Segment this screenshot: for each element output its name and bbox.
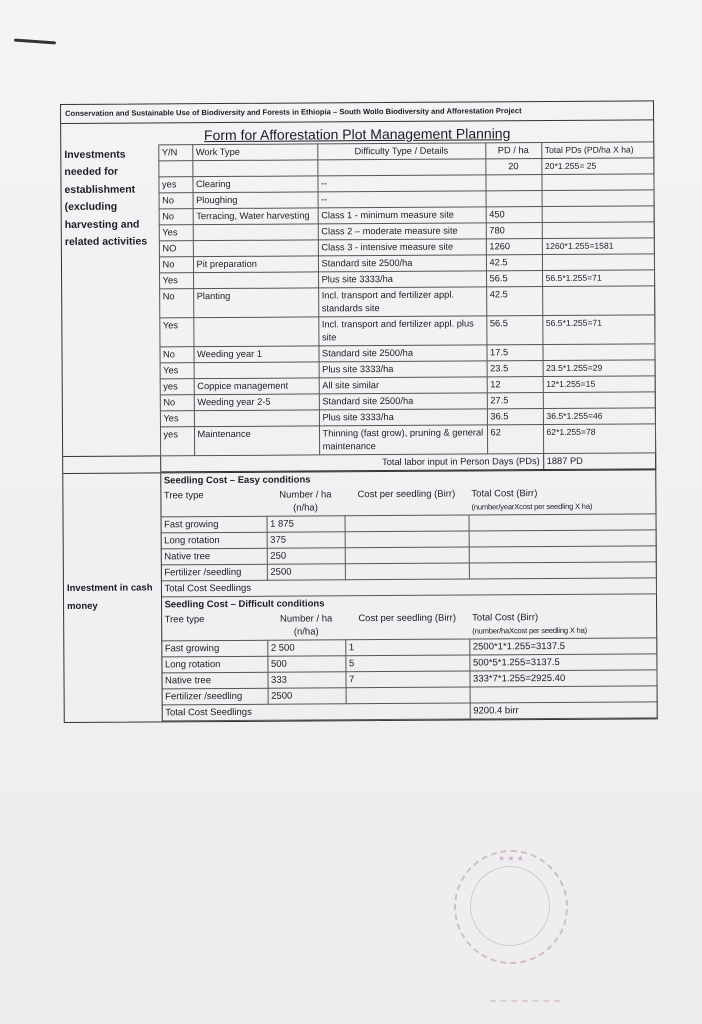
labor-table xyxy=(61,141,655,473)
row-detail: -- xyxy=(317,175,485,192)
row-work: Terracing, Water harvesting xyxy=(193,208,318,225)
row-pd xyxy=(485,175,541,191)
row-detail: Plus site 3333/ha xyxy=(319,361,487,378)
row-detail: Plus site 3333/ha xyxy=(318,271,486,288)
col-pd-ha: PD / ha xyxy=(485,143,541,159)
labor-section-label: Investments needed for establishment (excluding harvesting and related activities xyxy=(61,145,160,457)
row-total: 62*1.255=78 xyxy=(543,424,655,454)
row-work: Ploughing xyxy=(193,192,318,209)
row-total: 12*1.255=15 xyxy=(543,376,655,393)
row-total: 20*1.255= 25 xyxy=(541,158,653,175)
easy-title: Seedling Cost – Easy conditions xyxy=(163,474,311,487)
row-pd: 450 xyxy=(486,207,542,223)
stamp-stars: ★ ★ ★ xyxy=(498,854,524,863)
row-detail xyxy=(317,159,485,176)
row-total: 2500*1*1.255=3137.5 xyxy=(469,638,656,655)
difficult-col-cost: Cost per seedling (Birr) xyxy=(358,612,457,625)
row-yn: NO xyxy=(159,241,193,257)
row-work xyxy=(194,362,319,379)
row-cost xyxy=(345,563,469,580)
row-cost xyxy=(346,687,470,704)
row-pd: 23.5 xyxy=(487,361,543,377)
row-pd xyxy=(486,191,542,207)
row-cost: 5 xyxy=(345,655,469,672)
stamp-inner-ring xyxy=(470,866,550,946)
row-number: 2500 xyxy=(267,564,345,580)
row-yn: No xyxy=(159,257,193,273)
easy-col-number: Number / ha (n/ha) xyxy=(279,489,332,514)
col-total-pd: Total PDs (PD/ha X ha) xyxy=(541,142,653,159)
row-detail: Plus site 3333/ha xyxy=(319,409,487,426)
row-work: Clearing xyxy=(192,176,317,193)
row-cost xyxy=(345,547,469,564)
difficult-col-type: Tree type xyxy=(164,614,205,626)
row-total xyxy=(542,190,654,207)
row-yn: No xyxy=(159,347,193,363)
cash-section-label: Investment in cash money xyxy=(63,473,162,722)
row-detail: Standard site 2500/ha xyxy=(319,393,487,410)
row-pd: 1260 xyxy=(486,239,542,255)
form-title: Form for Afforestation Plot Management Planning xyxy=(203,125,511,144)
row-pd: 42.5 xyxy=(486,287,542,316)
row-work xyxy=(193,272,318,289)
difficult-total-label: Total Cost Seedlings xyxy=(162,703,470,721)
labor-total-label: Total labor input in Person Days (PDs) xyxy=(160,454,543,472)
row-number: 2 500 xyxy=(267,640,345,656)
row-number: 1 875 xyxy=(267,516,345,532)
row-type: Long rotation xyxy=(161,532,267,549)
row-detail: Incl. transport and fertilizer appl. standards site xyxy=(318,287,486,317)
row-yn: yes xyxy=(158,177,192,193)
row-total xyxy=(542,206,654,223)
row-number: 250 xyxy=(267,548,345,564)
row-total: 1260*1.255=1581 xyxy=(542,238,654,255)
difficult-col-total-note: (number/haXcost per seedling X ha) xyxy=(472,625,588,636)
col-difficulty: Difficulty Type / Details xyxy=(317,143,485,160)
difficult-col-total-cell xyxy=(469,609,656,639)
row-total xyxy=(469,562,656,579)
row-work: Weeding year 2-5 xyxy=(194,394,319,411)
planning-form xyxy=(60,100,658,723)
row-work: Maintenance xyxy=(194,426,319,456)
row-type: Fast growing xyxy=(161,516,267,533)
easy-col-cost: Cost per seedling (Birr) xyxy=(357,488,456,501)
easy-total-label: Total Cost Seedlings xyxy=(161,578,656,597)
row-total xyxy=(541,174,653,191)
row-work xyxy=(194,410,319,427)
col-yn: Y/N xyxy=(158,145,192,161)
row-number: 375 xyxy=(267,532,345,548)
row-yn: yes xyxy=(160,379,194,395)
row-type: Fertilizer /seedling xyxy=(161,564,267,581)
row-pd: 27.5 xyxy=(487,393,543,409)
col-work-type: Work Type xyxy=(192,144,317,161)
row-yn: No xyxy=(159,209,193,225)
row-total xyxy=(542,222,654,239)
row-work xyxy=(193,240,318,257)
row-total: 56.5*1.255=71 xyxy=(542,270,654,287)
row-detail: Class 2 – moderate measure site xyxy=(318,223,486,240)
row-total xyxy=(469,546,656,563)
row-yn: Yes xyxy=(159,225,193,241)
row-total xyxy=(470,686,657,703)
row-work xyxy=(193,317,318,347)
row-type: Fertilizer /seedling xyxy=(162,688,268,705)
row-pd: 12 xyxy=(487,377,543,393)
difficult-col-total: Total Cost (Birr) xyxy=(472,612,539,624)
row-work: Planting xyxy=(193,288,318,318)
row-work xyxy=(192,160,317,177)
row-detail: All site similar xyxy=(319,377,487,394)
row-total: 500*5*1.255=3137.5 xyxy=(469,654,656,671)
row-pd: 36.5 xyxy=(487,409,543,425)
row-yn: yes xyxy=(160,427,194,456)
official-stamp xyxy=(454,850,568,964)
row-type: Long rotation xyxy=(161,656,267,673)
stamp-smudge xyxy=(490,1000,560,1022)
project-banner: Conservation and Sustainable Use of Biodiversity and Forests in Ethiopia – South Wollo Biodiversity and Afforestation Project xyxy=(61,101,653,124)
cash-table xyxy=(63,469,657,722)
row-number: 2500 xyxy=(268,688,346,704)
row-yn: No xyxy=(159,193,193,209)
row-work: Weeding year 1 xyxy=(193,346,318,363)
row-pd: 17.5 xyxy=(486,345,542,361)
row-number: 500 xyxy=(267,656,345,672)
row-yn: No xyxy=(159,289,193,318)
row-detail: Thinning (fast grow), pruning & general maintenance xyxy=(319,425,487,455)
row-pd: 56.5 xyxy=(486,316,542,345)
row-total: 56.5*1.255=71 xyxy=(542,315,654,345)
row-detail: -- xyxy=(318,191,486,208)
row-total xyxy=(469,530,656,547)
row-cost xyxy=(345,515,469,532)
row-detail: Class 3 - intensive measure site xyxy=(318,239,486,256)
row-yn: Yes xyxy=(160,363,194,379)
difficult-total-value: 9200.4 birr xyxy=(470,702,657,719)
row-type: Native tree xyxy=(161,672,267,689)
row-pd: 780 xyxy=(486,223,542,239)
row-total: 333*7*1.255=2925.40 xyxy=(469,670,656,687)
labor-total-value: 1887 PD xyxy=(543,453,655,470)
easy-col-total-note: (number/yearXcost per seedling X ha) xyxy=(471,501,593,512)
row-cost: 7 xyxy=(345,671,469,688)
row-yn: Yes xyxy=(159,273,193,289)
difficult-col-number: Number / ha (n/ha) xyxy=(279,613,333,638)
row-work: Pit preparation xyxy=(193,256,318,273)
row-yn: Yes xyxy=(159,318,193,347)
row-yn: Yes xyxy=(160,411,194,427)
row-total: 23.5*1.255=29 xyxy=(543,360,655,377)
row-pd: 62 xyxy=(487,425,543,454)
row-total xyxy=(542,286,654,316)
easy-col-total-cell xyxy=(468,485,655,515)
pen-mark xyxy=(14,39,56,45)
row-work xyxy=(193,224,318,241)
easy-col-total: Total Cost (Birr) xyxy=(471,488,538,500)
row-yn: No xyxy=(160,395,194,411)
row-type: Native tree xyxy=(161,548,267,565)
row-cost: 1 xyxy=(345,639,469,656)
row-pd: 20 xyxy=(485,159,541,175)
row-total xyxy=(542,254,654,271)
row-detail: Class 1 - minimum measure site xyxy=(318,207,486,224)
row-pd: 42.5 xyxy=(486,255,542,271)
row-work: Coppice management xyxy=(194,378,319,395)
row-detail: Standard site 2500/ha xyxy=(318,255,486,272)
difficult-title: Seedling Cost – Difficult conditions xyxy=(164,598,325,611)
row-total xyxy=(469,514,656,531)
row-detail: Incl. transport and fertilizer appl. plus site xyxy=(318,316,486,346)
row-total: 36.5*1.255=46 xyxy=(543,408,655,425)
row-number: 333 xyxy=(267,672,345,688)
row-detail: Standard site 2500/ha xyxy=(318,345,486,362)
row-pd: 56.5 xyxy=(486,271,542,287)
row-total xyxy=(542,344,654,361)
row-total xyxy=(543,392,655,409)
row-cost xyxy=(345,531,469,548)
row-yn xyxy=(158,161,192,177)
easy-col-type: Tree type xyxy=(163,490,204,502)
row-type: Fast growing xyxy=(161,640,267,657)
